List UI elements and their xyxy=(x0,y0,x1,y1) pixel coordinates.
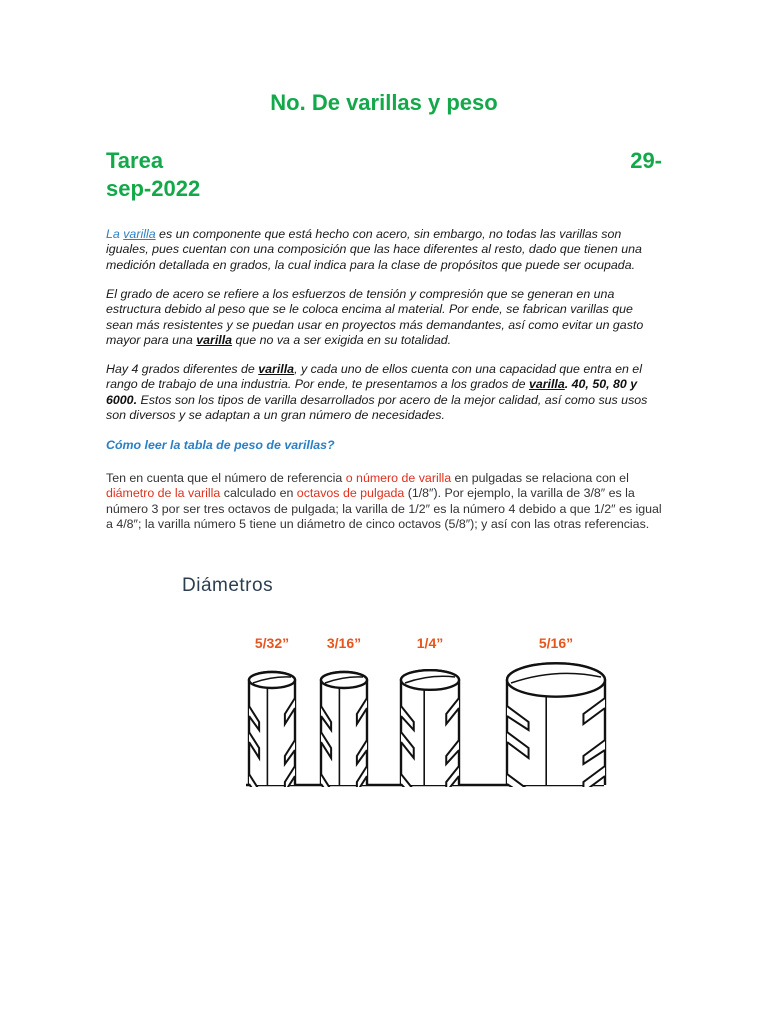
rebar-1 xyxy=(249,672,295,787)
p2-bold-varilla: varilla xyxy=(196,333,233,348)
p4-red-1: o número de varilla xyxy=(345,471,452,485)
paragraph-1 xyxy=(106,227,662,273)
date-part-1: 29- xyxy=(630,148,662,173)
assignment-heading xyxy=(106,147,662,203)
page-title: No. De varillas y peso xyxy=(270,90,498,115)
rebar-4 xyxy=(507,663,605,787)
p4-red-2: diámetro de la varilla xyxy=(106,486,221,501)
varilla-link[interactable]: varilla xyxy=(123,227,156,241)
rebar-2 xyxy=(321,672,367,787)
section-subheading: Cómo leer la tabla de peso de varillas? xyxy=(106,438,335,452)
p1-start: La xyxy=(106,227,124,241)
p3-text-2: , y cada uno de ellos cuenta con una capacidad que entra en el rango de trabajo de una industria. Por ende, te presentamos a los grados de xyxy=(106,362,642,392)
p4-text-2: en pulgadas se relaciona con el xyxy=(451,471,629,485)
p4-text-3: calculado en xyxy=(220,486,297,501)
p1-text: es un componente que está hecho con acero, sin embargo, no todas las varillas son iguales, pues cuentan con una composición que las hace diferentes al resto, dado que tienen una medición detallada en grados, la cual indica para la clase de propósitos que puede ser ocupada. xyxy=(106,227,642,272)
p4-text-1: Ten en cuenta que el número de referencia xyxy=(106,471,346,485)
figure-title: Diámetros xyxy=(182,575,274,596)
p2-text-2: que no va a ser exigida en su totalidad. xyxy=(232,333,452,348)
diameter-label-1: 5/32” xyxy=(254,635,290,651)
p3-bold-varilla-1: varilla xyxy=(258,362,295,376)
diameter-label-2: 3/16” xyxy=(326,635,362,651)
rebar-illustration xyxy=(180,572,620,787)
p3-text-1: Hay 4 grados diferentes de xyxy=(106,362,259,376)
paragraph-4 xyxy=(106,471,662,533)
p3-text-3: Estos son los tipos de varilla desarrollados por acero de la mejor calidad, así como sus usos son diversos y se adaptan a un gran número de necesidades. xyxy=(106,392,648,423)
paragraph-2 xyxy=(106,287,662,349)
tarea-label: Tarea xyxy=(106,148,164,173)
p2-text-1: El grado de acero se refiere a los esfuerzos de tensión y compresión que se generan en una estructura debido al peso que se le coloca encima al material. Por ende, se fabrican varillas que sean más resistentes y se puedan usar en proyectos más demandantes, así como evitar un gasto mayor para una xyxy=(106,287,644,348)
p3-bold-varilla-2: varilla xyxy=(528,377,565,392)
date-part-2: sep-2022 xyxy=(106,176,201,201)
rebar-3 xyxy=(401,670,459,787)
diameters-figure xyxy=(180,572,620,787)
p4-text-4: (1/8″). Por ejemplo, la varilla de 3/8″ es la número 3 por ser tres octavos de pulgada; la varilla de 1/2″ es la número 4 debido a que 1/2″ es igual a 4/8″; la varilla número 5 tiene un diámetro de cinco octavos (5/8″); y así con las otras referencias. xyxy=(106,486,662,532)
p3-grades: . 40, 50, 80 y 6000. xyxy=(106,377,638,407)
diameter-label-3: 1/4” xyxy=(416,635,444,651)
diameter-label-4: 5/16” xyxy=(538,635,574,651)
paragraph-3 xyxy=(106,362,662,424)
p4-red-3: octavos de pulgada xyxy=(296,486,405,501)
